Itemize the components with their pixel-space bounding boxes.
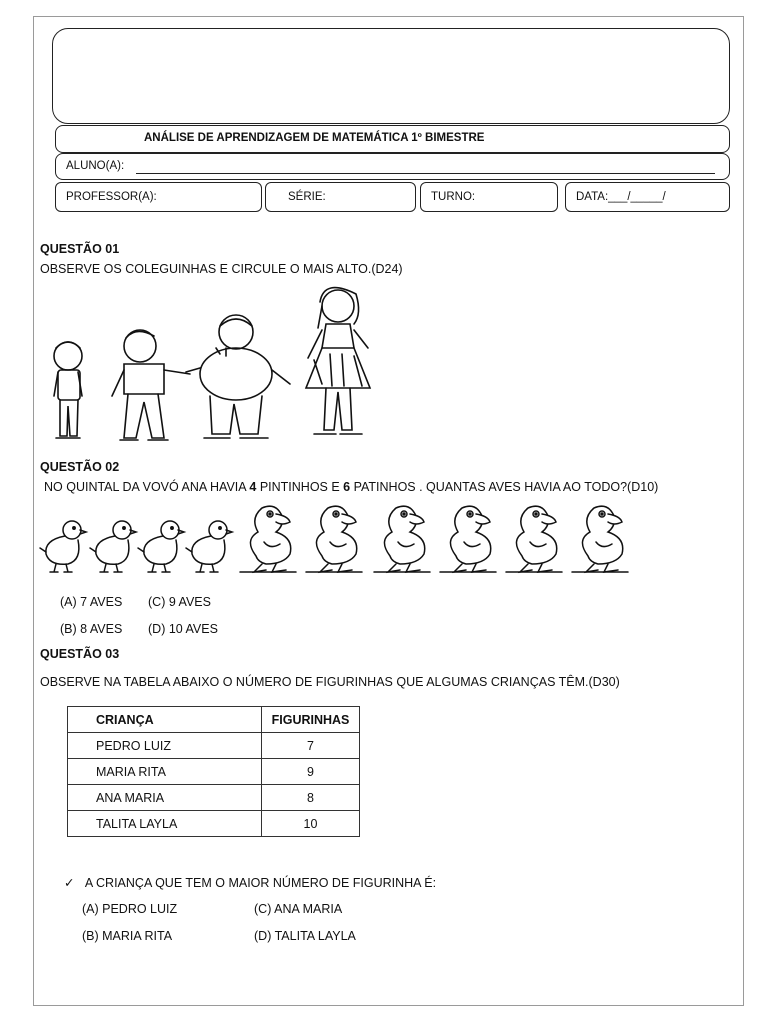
question-2-title: QUESTÃO 02 (40, 460, 120, 474)
question-2-text-c: PATINHOS . QUANTAS AVES HAVIA AO TODO?(D10) (350, 480, 659, 494)
question-1-title: QUESTÃO 01 (40, 242, 120, 256)
student-name-line (136, 173, 715, 174)
chick-icon (186, 521, 232, 572)
teacher-label: PROFESSOR(A): (66, 191, 157, 203)
birds-illustration (40, 498, 640, 578)
question-2-text-a: NO QUINTAL DA VOVÓ ANA HAVIA (44, 480, 250, 494)
table-row (68, 733, 360, 759)
table-row (68, 811, 360, 837)
duck-icon (506, 506, 562, 572)
table-header-row (68, 707, 360, 733)
child-boy-chubby-icon (186, 315, 290, 438)
date-label: DATA:___/_____/ (576, 191, 666, 203)
q2-option-c[interactable]: (C) 9 AVES (148, 595, 211, 609)
child-boy-icon (112, 330, 190, 440)
shift-label: TURNO: (431, 191, 476, 203)
duck-icon (306, 506, 362, 572)
question-3-title: QUESTÃO 03 (40, 647, 120, 661)
question-1-text: OBSERVE OS COLEGUINHAS E CIRCULE O MAIS ALTO.(D24) (40, 262, 403, 276)
child-boy-small-icon (54, 342, 82, 438)
question-3-text: OBSERVE NA TABELA ABAIXO O NÚMERO DE FIGURINHAS QUE ALGUMAS CRIANÇAS TÊM.(D30) (40, 675, 620, 689)
grade-field[interactable] (265, 182, 416, 212)
question-2-text-b: PINTINHOS E (256, 480, 344, 494)
chick-icon (90, 521, 136, 572)
table-cell-count: 7 (262, 733, 360, 759)
sub-question-text: A CRIANÇA QUE TEM O MAIOR NÚMERO DE FIGURINHA É: (84, 876, 437, 890)
child-girl-tall-icon (306, 288, 370, 434)
table-cell-name: PEDRO LUIZ (68, 733, 262, 759)
q3-option-c[interactable]: (C) ANA MARIA (254, 902, 343, 916)
q3-option-b[interactable]: (B) MARIA RITA (82, 929, 173, 943)
table-cell-count: 9 (262, 759, 360, 785)
table-row (68, 759, 360, 785)
chick-count: 4 (249, 480, 257, 494)
teacher-field[interactable] (55, 182, 262, 212)
q2-option-a[interactable]: (A) 7 AVES (60, 595, 123, 609)
sub-question (64, 875, 436, 890)
shift-field[interactable] (420, 182, 558, 212)
duck-icon (374, 506, 430, 572)
chick-icon (138, 521, 184, 572)
stickers-table (67, 706, 360, 837)
student-label: ALUNO(A): (66, 160, 125, 172)
title-box (55, 125, 730, 153)
duck-icon (240, 506, 296, 572)
table-cell-count: 8 (262, 785, 360, 811)
page-title: ANÁLISE DE APRENDIZAGEM DE MATEMÁTICA 1º BIMESTRE (144, 132, 485, 144)
check-icon: ✓ (64, 876, 75, 890)
date-field[interactable] (565, 182, 730, 212)
q2-option-b[interactable]: (B) 8 AVES (60, 622, 123, 636)
duck-count: 6 (343, 480, 351, 494)
header-logo-area (52, 28, 730, 124)
q3-option-d[interactable]: (D) TALITA LAYLA (254, 929, 356, 943)
q2-option-d[interactable]: (D) 10 AVES (148, 622, 218, 636)
table-cell-name: TALITA LAYLA (68, 811, 262, 837)
table-cell-name: ANA MARIA (68, 785, 262, 811)
grade-label: SÉRIE: (288, 191, 326, 203)
table-cell-name: MARIA RITA (68, 759, 262, 785)
student-name-field[interactable] (55, 153, 730, 180)
table-header-stickers: FIGURINHAS (262, 707, 360, 733)
table-row (68, 785, 360, 811)
children-illustration (40, 284, 380, 444)
duck-icon (572, 506, 628, 572)
duck-icon (440, 506, 496, 572)
table-header-child: CRIANÇA (68, 707, 262, 733)
table-cell-count: 10 (262, 811, 360, 837)
q3-option-a[interactable]: (A) PEDRO LUIZ (82, 902, 178, 916)
question-2-text (44, 480, 658, 494)
chick-icon (40, 521, 86, 572)
